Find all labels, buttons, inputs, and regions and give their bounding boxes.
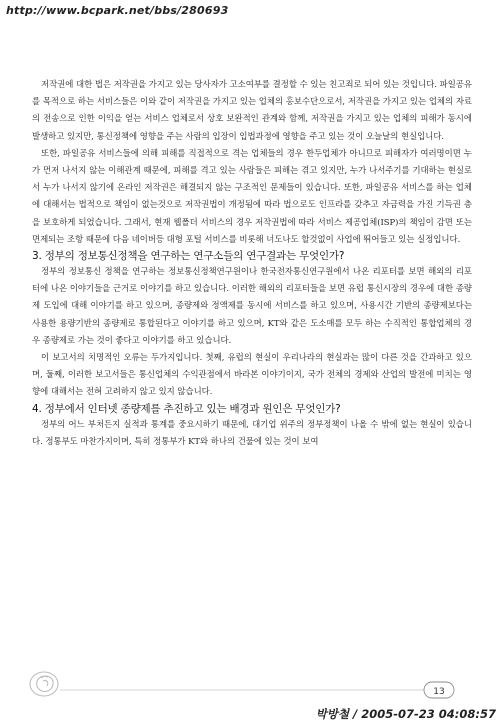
section-heading: 4. 정부에서 인터넷 종량제를 추진하고 있는 배경과 원인은 무엇인가?: [32, 402, 341, 415]
paragraph: 이 보고서의 치명적인 오류는 두가지입니다. 첫째, 유럽의 현실이 우리나라의 현실과는 많이 다른 것을 간과하고 있으며, 둘째, 이러한 보고서들은 통신업체의 수익관점에서 바라본 이야기이지, 국가 전체의 경제와 산업의 발전에 미치는 영향에 대해서는 전혀 고려하지 않고 있지 않습니다.: [32, 352, 472, 397]
paragraph: 정부의 정보통신 정책을 연구하는 정보통신정책연구원이나 한국전자통신연구원에서 나온 리포터를 보면 해외의 리포터에 나온 이야기들을 근거로 이야기를 하고 있습니다. 이러한 해외의 리포터들을 보면 유럽 통신시장의 경우에 대한 종량제 도입에 대해 이야기를 하고 있으며, 종량제와 정액제를 동시에 서비스를 하고 있으며, 사용시간 기반의 종량제보다는 사용한 용량기반의 종량제로 통합된다고 이야기를 하고 있으며, KT와 같은 도소매를 모두 하는 수직적인 통합업체의 경우 종량제로 가는 것이 좋다고 이야기를 하고 있습니다.: [32, 266, 472, 345]
spiral-logo-icon: [30, 672, 58, 696]
page-body: [32, 76, 472, 450]
page-number: 13: [433, 687, 445, 697]
paragraph: 정부의 어느 부처든지 실적과 통계를 중요시하기 때문에, 대기업 위주의 정부정책이 나올 수 밖에 없는 현실이 있습니다. 정통부도 마찬가지이며, 특히 정통부가 KT와 하나의 건물에 있는 것이 보여: [32, 418, 472, 446]
footer-decoration: [24, 664, 484, 704]
timestamp-stamp: 박방철 / 2005-07-23 04:08:57: [315, 707, 496, 721]
source-url: http://www.bcpark.net/bbs/280693: [6, 4, 229, 17]
section-heading: 3. 정부의 정보통신정책을 연구하는 연구소들의 연구결과는 무엇인가?: [32, 250, 345, 263]
paragraph: 또한, 파일공유 서비스들에 의해 피해를 직접적으로 격는 업체들의 경우 한두업체가 아니므로 피해자가 여러명이면 누가 먼저 나서지 않는 이해관계 때문에, 피해를 격고 있는 사람들은 피해는 겪고 있지만, 누가 나서주기를 기대하는 현실로서 누가 나서지 않기에 온라인 저작권은 해결되지 않는 구조적인 문제들이 있습니다. 또한, 파일공유 서비스를 하는 업체에 대해서는 법적으로 책임이 없는것으로 저작권법이 개정됨에 따라 법으로도 인프라를 갖추고 자금력을 가진 기득권 층을 보호하게 되었습니다. 그래서, 현재 웹폴더 서비스의 경우 저작권법에 따라 서비스 제공업체(ISP)의 책임이 감면 또는 면제되는 조항 때문에 다음 네이버등 대형 포털 서비스를 비롯해 너도나도 할것없이 사업에 뛰어들고 있는 실정입니다.: [32, 147, 472, 244]
paragraph: 저작권에 대한 법은 저작권을 가지고 있는 당사자가 고소여부를 결정할 수 있는 친고죄로 되어 있는 것입니다. 파일공유를 목적으로 하는 서비스들은 이와 같이 저작권을 가지고 있는 업체의 홍보수단으로서, 저작권을 가지고 있는 업체의 자료의 전송으로 인한 이익을 얻는 서비스 업체로서 상호 보완적인 관계와 함께, 저작권을 가지고 있는 업체의 피해가 동시에 발생하고 있지만, 통신정책에 영향을 주는 사람의 입장이 입법과정에 영향을 주고 있는 것이 오늘날의 현실입니다.: [32, 79, 472, 141]
